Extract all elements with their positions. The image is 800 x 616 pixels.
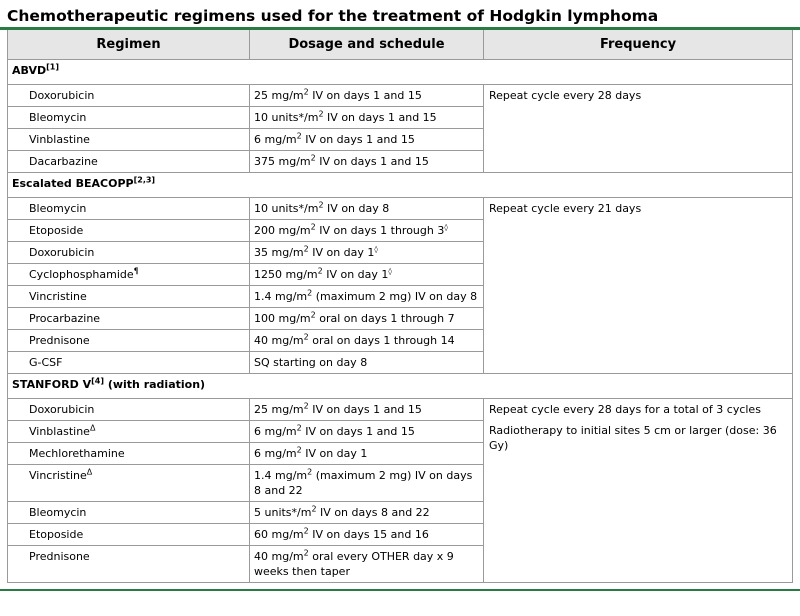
dose-cell: 35 $mg/m^2$ IV on day 1◊ [250, 242, 484, 264]
drug-cell: Mechlorethamine [8, 443, 250, 465]
drug-cell: Doxorubicin [8, 85, 250, 107]
drug-cell: Vinblastine [8, 129, 250, 151]
dose-cell: 5 $units*/m^2$ IV on days 8 and 22 [250, 502, 484, 524]
drug-cell: G-CSF [8, 352, 250, 374]
drug-cell: Prednisone [8, 546, 250, 583]
dose-cell: 1.4 $mg/m^2$ (maximum 2 mg) IV on day 8 [250, 286, 484, 308]
section-abvd [8, 60, 793, 85]
section-abvd-name: ABVD [12, 64, 47, 77]
dose-cell: 200 $mg/m^2$ IV on days 1 through 3◊ [250, 220, 484, 242]
table-row [8, 85, 793, 107]
dose-cell: 10 $units*/m^2$ IV on day 8 [250, 198, 484, 220]
section-beacopp [8, 173, 793, 198]
section-stanford-suffix: (with radiation) [104, 378, 206, 391]
frequency-cell-stanford [484, 399, 793, 583]
dose-cell: 40 $mg/m^2$ oral every OTHER day x 9 weeks then taper [250, 546, 484, 583]
page-title: Chemotherapeutic regimens used for the treatment of Hodgkin lymphoma [7, 7, 659, 25]
section-stanford-name: STANFORD V [12, 378, 92, 391]
drug-cell: Etoposide [8, 220, 250, 242]
frequency-cell-beacopp: Repeat cycle every 21 days [484, 198, 793, 374]
footnote-mark: ◊ [444, 223, 448, 232]
table-row [8, 399, 793, 421]
drug-cell: Etoposide [8, 524, 250, 546]
drug-cell: Bleomycin [8, 502, 250, 524]
bottom-rule [0, 589, 800, 591]
footnote-mark: ◊ [388, 267, 392, 276]
dose-cell: 6 $mg/m^2$ IV on days 1 and 15 [250, 421, 484, 443]
drug-cell: Procarbazine [8, 308, 250, 330]
dose-cell: SQ starting on day 8 [250, 352, 484, 374]
table-row [8, 198, 793, 220]
drug-cell: Doxorubicin [8, 242, 250, 264]
drug-cell: Cyclophosphamide¶ [8, 264, 250, 286]
header-dosage: Dosage and schedule [250, 30, 484, 60]
drug-cell: Bleomycin [8, 107, 250, 129]
frequency-cell-abvd: Repeat cycle every 28 days [484, 85, 793, 173]
section-beacopp-ref: [2,3] [133, 175, 156, 185]
footnote-mark: Δ [86, 467, 93, 477]
header-frequency: Frequency [484, 30, 793, 60]
drug-cell: Vincristine [8, 286, 250, 308]
dose-cell: 40 $mg/m^2$ oral on days 1 through 14 [250, 330, 484, 352]
frequency-stanford-radiotherapy: Radiotherapy to initial sites 5 cm or larger (dose: 36 Gy) [489, 424, 777, 452]
dose-cell: 25 $mg/m^2$ IV on days 1 and 15 [250, 85, 484, 107]
dose-cell: 6 $mg/m^2$ IV on days 1 and 15 [250, 129, 484, 151]
dose-cell: 1250 $mg/m^2$ IV on day 1◊ [250, 264, 484, 286]
dose-cell: 100 $mg/m^2$ oral on days 1 through 7 [250, 308, 484, 330]
footnote-mark: ¶ [133, 266, 139, 276]
dose-cell: 375 $mg/m^2$ IV on days 1 and 15 [250, 151, 484, 173]
header-row [8, 30, 793, 60]
drug-cell: Bleomycin [8, 198, 250, 220]
section-beacopp-name: Escalated BEACOPP [12, 177, 134, 190]
drug-cell: Prednisone [8, 330, 250, 352]
drug-cell: Doxorubicin [8, 399, 250, 421]
regimen-table [7, 30, 793, 583]
footnote-mark: ◊ [374, 245, 378, 254]
frequency-stanford-cycle: Repeat cycle every 28 days for a total of 3 cycles [489, 403, 761, 416]
drug-cell: Dacarbazine [8, 151, 250, 173]
footnote-mark: Δ [89, 423, 96, 433]
dose-cell: 25 $mg/m^2$ IV on days 1 and 15 [250, 399, 484, 421]
drug-cell: Vincristine$^\Delta$ [8, 465, 250, 502]
dose-cell: 60 $mg/m^2$ IV on days 15 and 16 [250, 524, 484, 546]
section-stanford-ref: [4] [91, 376, 104, 386]
dose-cell: 1.4 $mg/m^2$ (maximum 2 mg) IV on days 8 and 22 [250, 465, 484, 502]
dose-cell: 6 $mg/m^2$ IV on day 1 [250, 443, 484, 465]
section-abvd-ref: [1] [46, 62, 59, 72]
section-stanford [8, 374, 793, 399]
dose-cell: 10 $units*/m^2$ IV on days 1 and 15 [250, 107, 484, 129]
header-regimen: Regimen [8, 30, 250, 60]
drug-cell: Vinblastine$^\Delta$ [8, 421, 250, 443]
